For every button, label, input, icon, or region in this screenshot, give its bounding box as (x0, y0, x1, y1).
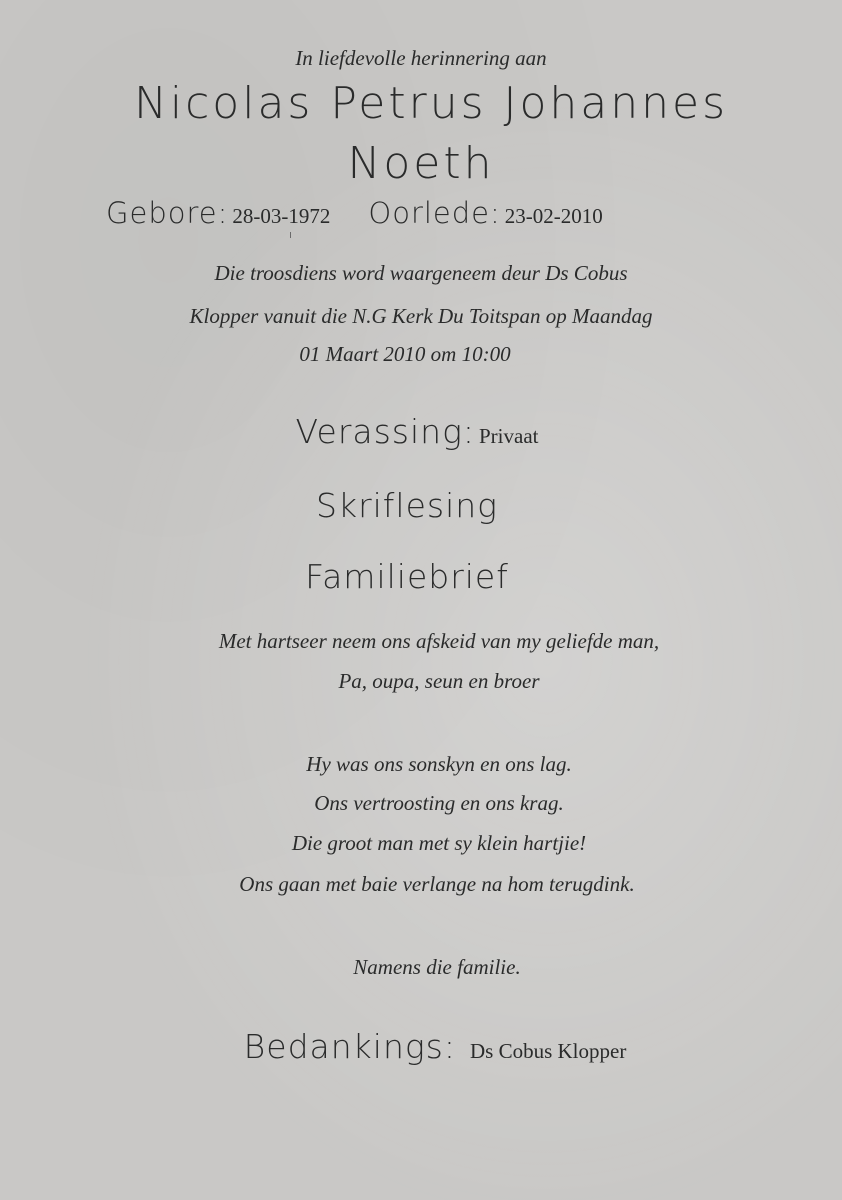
thanks-value: Ds Cobus Klopper (469, 1039, 627, 1063)
thanks-row (14, 1027, 842, 1066)
stray-mark (290, 232, 291, 238)
message-line: Die groot man met sy klein hartjie! (291, 831, 587, 855)
thanks-label: Bedankings: (243, 1027, 456, 1066)
message-line: Met hartseer neem ons afskeid van my geliefde man, (218, 629, 660, 653)
intro-text: In liefdevolle herinnering aan (295, 46, 547, 70)
deceased-name-line1: Nicolas Petrus Johannes (133, 78, 729, 129)
family-letter-heading: Familiebrief (305, 557, 509, 596)
cremation-value: Privaat (479, 424, 539, 448)
signoff: Namens die familie. (353, 955, 521, 979)
message-line: Ons gaan met baie verlange na hom terugdink. (239, 872, 635, 896)
service-line: 01 Maart 2010 om 10:00 (299, 342, 511, 366)
message-line: Ons vertroosting en ons krag. (314, 791, 564, 815)
born-date: 28-03-1972 (232, 204, 331, 228)
died-label: Oorlede: (368, 196, 501, 230)
service-line: Klopper vanuit die N.G Kerk Du Toitspan op Maandag (189, 304, 653, 328)
cremation-row (0, 412, 838, 451)
cremation-label: Verassing: (295, 412, 475, 451)
scripture-heading: Skriflesing (316, 486, 498, 525)
dates-row (106, 196, 603, 230)
service-line: Die troosdiens word waargeneem deur Ds Cobus (214, 261, 628, 285)
message-line: Pa, oupa, seun en broer (338, 669, 540, 693)
born-label: Gebore: (106, 196, 229, 230)
deceased-name-line2: Noeth (347, 138, 495, 189)
died-date: 23-02-2010 (504, 204, 603, 228)
message-line: Hy was ons sonskyn en ons lag. (306, 752, 572, 776)
